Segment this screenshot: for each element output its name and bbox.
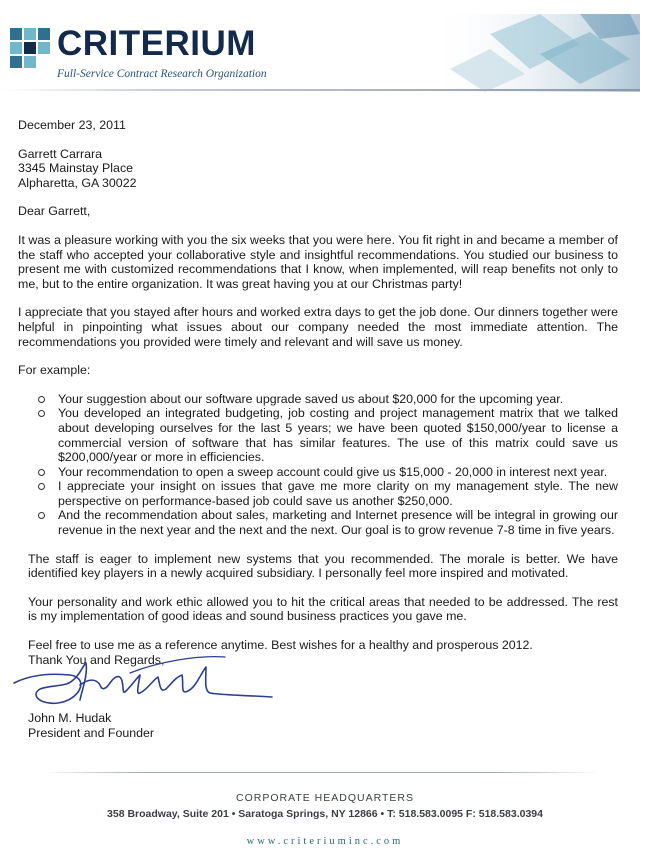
recipient-name: Garrett Carrara xyxy=(18,146,102,161)
paragraph: It was a pleasure working with you the six weeks that you were here. You fit right in and became a member of the staff who accepted your collaborative style and insightful recommendations. You studied our business to present me with customized recommendations that I know, when implemented, will reap benefits not only to me, but to the entire organization. It was great having you at our Christmas party! xyxy=(18,232,618,291)
header-rule xyxy=(0,89,640,91)
list-item: Your suggestion about our software upgrade saved us about $20,000 for the upcoming year. xyxy=(18,392,618,407)
list-item: And the recommendation about sales, marketing and Internet presence will be integral in growing our revenue in the next year and the next and the next. Our goal is to grow revenue 7-8 time in five years. xyxy=(18,508,618,537)
brand-tagline: Full-Service Contract Research Organization xyxy=(57,68,267,80)
footer-website[interactable]: www.criteriuminc.com xyxy=(246,836,404,847)
checker-squares-icon xyxy=(10,28,52,70)
circle-bullet-icon xyxy=(38,512,45,519)
circle-bullet-icon xyxy=(38,469,45,476)
paragraph: Feel free to use me as a reference anytime. Best wishes for a healthy and prosperous 2012. xyxy=(28,638,533,653)
signer-title: President and Founder xyxy=(28,725,155,740)
footer-title: CORPORATE HEADQUARTERS xyxy=(236,792,414,804)
circle-bullet-icon xyxy=(38,396,45,403)
example-intro: For example: xyxy=(18,363,91,378)
header-decoration xyxy=(430,14,640,92)
example-list xyxy=(18,392,618,538)
footer-rule xyxy=(40,772,600,773)
signature-block xyxy=(10,645,290,745)
paragraph: Your personality and work ethic allowed you to hit the critical areas that needed to be addressed. The rest is my implementation of good ideas and sound business practices you gave me. xyxy=(28,594,618,624)
signer xyxy=(28,711,154,740)
salutation: Dear Garrett, xyxy=(18,204,91,219)
footer-address: 358 Broadway, Suite 201 • Saratoga Springs, NY 12866 • T: 518.583.0095 F: 518.583.0394 xyxy=(107,808,543,820)
letterhead xyxy=(0,0,650,95)
recipient-address xyxy=(18,147,618,191)
letter-date: December 23, 2011 xyxy=(18,118,126,132)
list-item: You developed an integrated budgeting, job costing and project management matrix that we talked about developing ourselves for the last 5 years; we have been quoted $150,000/year to license a commercial version of software that has similar features. The use of this matrix could save us $200,000/year or more in efficiencies. xyxy=(18,406,618,464)
signer-name: John M. Hudak xyxy=(28,711,112,725)
list-item: I appreciate your insight on issues that gave me more clarity on my management style. The new perspective on performance-based job could save us another $250,000. xyxy=(18,479,618,508)
circle-bullet-icon xyxy=(38,483,45,490)
recipient-city: Alpharetta, GA 30022 xyxy=(18,175,137,190)
brand-name: CRITERIUM xyxy=(57,24,256,63)
closing-line: Thank You and Regards, xyxy=(28,653,165,667)
circle-bullet-icon xyxy=(38,410,45,417)
recipient-street: 3345 Mainstay Place xyxy=(18,161,134,176)
paragraph: The staff is eager to implement new systems that you recommended. The morale is better. We have identified key players in a newly acquired subsidiary. I personally feel more inspired and motivated. xyxy=(28,551,618,581)
paragraph: I appreciate that you stayed after hours and worked extra days to get the job done. Our dinners together were helpful in pinpointing what issues about our company needed the most immediate attention. The recommendations you provided were timely and relevant and will save us money. xyxy=(18,305,618,349)
handwritten-signature xyxy=(10,645,280,715)
list-item: Your recommendation to open a sweep account could give us $15,000 - 20,000 in interest next year. xyxy=(18,465,618,480)
letter-body xyxy=(18,118,618,667)
